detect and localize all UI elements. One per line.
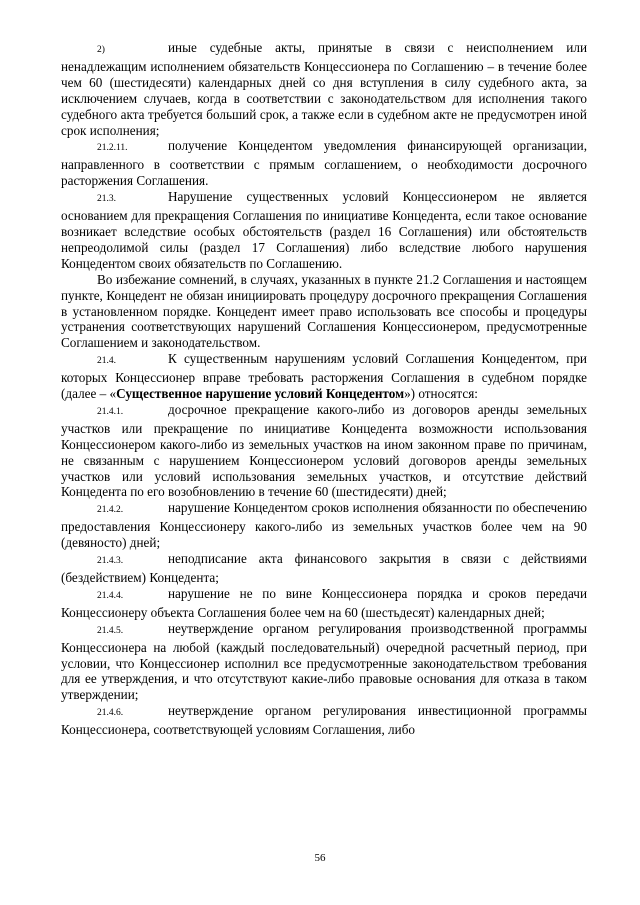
clause-text: неутверждение органом регулирования производственной программы Концессионера на любой (каждый последовательный) очередной расчетный период, при условии, что Концессионер исполнил все предусмотренные законодательством требования для ее утверждения, и что отсутствуют какие-либо правовые основания для отказа в таком утверждении; (61, 620, 587, 703)
page-number: 56 (314, 852, 326, 864)
clause-number: 2) (97, 45, 105, 55)
clause-number: 21.4.1. (97, 406, 124, 417)
defined-term: Существенное нарушение условий Концедентом (116, 386, 405, 402)
paragraph-21-3 (61, 189, 587, 272)
paragraph-clarification (61, 272, 587, 352)
paragraph-21-2-11 (61, 138, 587, 189)
clause-text: досрочное прекращение какого-либо из договоров аренды земельных участков или прекращение по инициативе Концедента возможности использования Концессионером какого-либо из земельных участков на ином законном праве по причинам, не связанным с нарушением Концессионером условий договоров аренды земельных участков или условий использования земельных участков, и отсутствие действий Концедента по его возобновлению в течение 60 (шестидесяти) дней; (61, 401, 587, 500)
paragraph-21-4-2 (61, 500, 587, 551)
clause-text: неподписание акта финансового закрытия в связи с действиями (бездействием) Концедента; (61, 551, 587, 585)
document-page (61, 40, 587, 738)
clause-number: 21.4.5. (97, 625, 124, 636)
clause-text: К существенным нарушениям условий Соглашения Концедентом, при которых Концессионер вправе требовать расторжения Соглашения в судебном порядке (далее – « (61, 351, 587, 402)
paragraph-21-4-5 (61, 621, 587, 704)
clause-text: Нарушение существенных условий Концессионером не является основанием для прекращения Соглашения по инициативе Концедента, если такое основание возникает вследствие особых обстоятельств (раздел 16 Соглашения) или обстоятельств непреодолимой силы (раздел 17 Соглашения) либо вследствие любого нарушения Концедентом своих обязательств по Соглашению. (61, 189, 587, 271)
clause-text: нарушение не по вине Концессионера порядка и сроков передачи Концессионеру объекта Соглашения более чем на 60 (шестьдесят) календарных дней; (61, 585, 587, 620)
clause-text: неутверждение органом регулирования инвестиционной программы Концессионера, соответствующей условиям Соглашения, либо (61, 703, 587, 738)
paragraph-21-4-3 (61, 551, 587, 586)
paragraph-21-4-6 (61, 703, 587, 738)
clause-number: 21.3. (97, 194, 116, 205)
clause-number: 21.4.3. (97, 556, 124, 567)
clause-text-tail: ») относятся: (404, 386, 478, 402)
clause-text: нарушение Концедентом сроков исполнения обязанности по обеспечению предоставления Концессионеру какого-либо из земельных участков более чем на 90 (девяносто) дней; (61, 500, 587, 551)
clause-text: получение Концедентом уведомления финансирующей организации, направленного в соответствии с прямым соглашением, о необходимости досрочного расторжения Соглашения. (61, 138, 587, 189)
clause-text: иные судебные акты, принятые в связи с неисполнением или ненадлежащим исполнением обязательств Концессионера по Соглашению – в течение более чем 60 (шестидесяти) календарных дней со дня вступления в силу судебного акта, за исключением случаев, когда в соответствии с законодательством для исполнения такого судебного акта требуется больший срок, а также если в судебном акте не предусмотрен иной срок исполнения; (61, 40, 587, 138)
paragraph-21-4-4 (61, 586, 587, 621)
paragraph-2 (61, 40, 587, 138)
paragraph-21-4 (61, 351, 587, 402)
clause-number: 21.2.11. (97, 143, 128, 154)
clause-number: 21.4.6. (97, 708, 124, 719)
paragraph-21-4-1 (61, 402, 587, 500)
clause-number: 21.4. (97, 356, 116, 367)
clause-text: Во избежание сомнений, в случаях, указанных в пункте 21.2 Соглашения и настоящем пункте, Концедент не обязан инициировать процедуру досрочного прекращения Соглашения в установленном порядке. Концедент имеет право использовать все способы и процедуры устранения соответствующих нарушений Соглашения Концессионером, предусмотренные Соглашением и законодательством. (61, 271, 587, 351)
clause-number: 21.4.2. (97, 505, 124, 516)
clause-number: 21.4.4. (97, 590, 124, 601)
